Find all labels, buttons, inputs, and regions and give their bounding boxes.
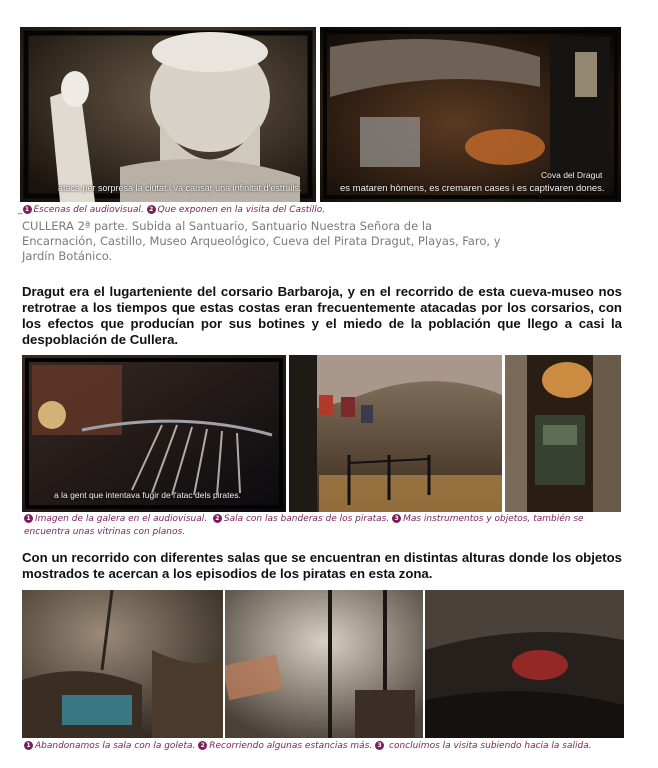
flags-room-image xyxy=(289,355,502,512)
caption-text: Mas instrumentos y objetos, también se xyxy=(403,514,584,524)
caption-text: Que exponen en la visita del Castillo. xyxy=(157,205,326,215)
paragraph-dragut: Dragut era el lugarteniente del corsario Barbaroja, y en el recorrido de esta cueva-museo nos retrotrae a los tiempos que estas costas eran frecuentemente atacadas por los corsarios, con los efectos que producían por sus botines y el miedo de la población que llego a casi la despoblación de Cullera. xyxy=(22,284,622,347)
caption-number: 1 xyxy=(23,205,32,214)
cave-label: Cova del Dragut xyxy=(541,170,603,180)
photo-cova-dragut xyxy=(320,27,621,202)
caption-text: Abandonamos la sala con la goleta. xyxy=(35,741,196,751)
photo-sala-banderas xyxy=(289,355,502,512)
caption-number: 1 xyxy=(24,514,33,523)
top-caption xyxy=(18,205,325,215)
caption-number: 2 xyxy=(147,205,156,214)
caption-text: Escenas del audiovisual. xyxy=(33,205,144,215)
caption-number: 3 xyxy=(392,514,401,523)
galley-image xyxy=(22,355,286,512)
photo-salida xyxy=(425,590,624,738)
photo-galera-audiovisual xyxy=(22,355,286,512)
caption-number: 3 xyxy=(375,741,384,750)
middle-caption-line2: encuentra unas vitrinas con planos. xyxy=(24,527,186,537)
photo-subtitle: ataca per sorpresa la ciutat i va causar una infinitat d'estralls. xyxy=(58,183,302,193)
caption-marker: _ xyxy=(18,205,23,215)
caption-number: 2 xyxy=(213,514,222,523)
middle-caption xyxy=(24,514,584,524)
intro-line: CULLERA 2ª parte. Subida al Santuario, Santuario Nuestra Señora de la xyxy=(22,219,433,233)
caption-number: 1 xyxy=(24,741,33,750)
photo-instrumentos xyxy=(505,355,621,512)
exit-image xyxy=(425,590,624,738)
statue-image xyxy=(20,27,316,202)
intro-line: Encarnación, Castillo, Museo Arqueológico, Cueva del Pirata Dragut, Playas, Faro, y xyxy=(22,234,501,248)
photo-statue-audiovisual xyxy=(20,27,316,202)
caption-text: Imagen de la galera en el audiovisual. xyxy=(35,514,208,524)
photo-estancias xyxy=(225,590,423,738)
photo-subtitle: a la gent que intentava fugir de l'atac dels pirates. xyxy=(54,490,241,500)
photo-subtitle: es mataren hòmens, es cremaren cases i es captivaren dones. xyxy=(340,183,605,194)
caption-number: 2 xyxy=(198,741,207,750)
instruments-image xyxy=(505,355,621,512)
bottom-caption xyxy=(24,741,592,751)
intro-text xyxy=(22,219,622,264)
goleta-image xyxy=(22,590,223,738)
caption-text: concluimos la visita subiendo hacia la salida. xyxy=(389,741,592,751)
paragraph-recorrido: Con un recorrido con diferentes salas que se encuentran en distintas alturas donde los objetos mostrados te acercan a los episodios de los piratas en esta zona. xyxy=(22,550,622,581)
caption-text: Recorriendo algunas estancias más. xyxy=(209,741,373,751)
caption-text: Sala con las banderas de los piratas. xyxy=(223,514,390,524)
rooms-image xyxy=(225,590,423,738)
intro-line: Jardín Botánico. xyxy=(22,249,113,263)
photo-sala-goleta xyxy=(22,590,223,738)
